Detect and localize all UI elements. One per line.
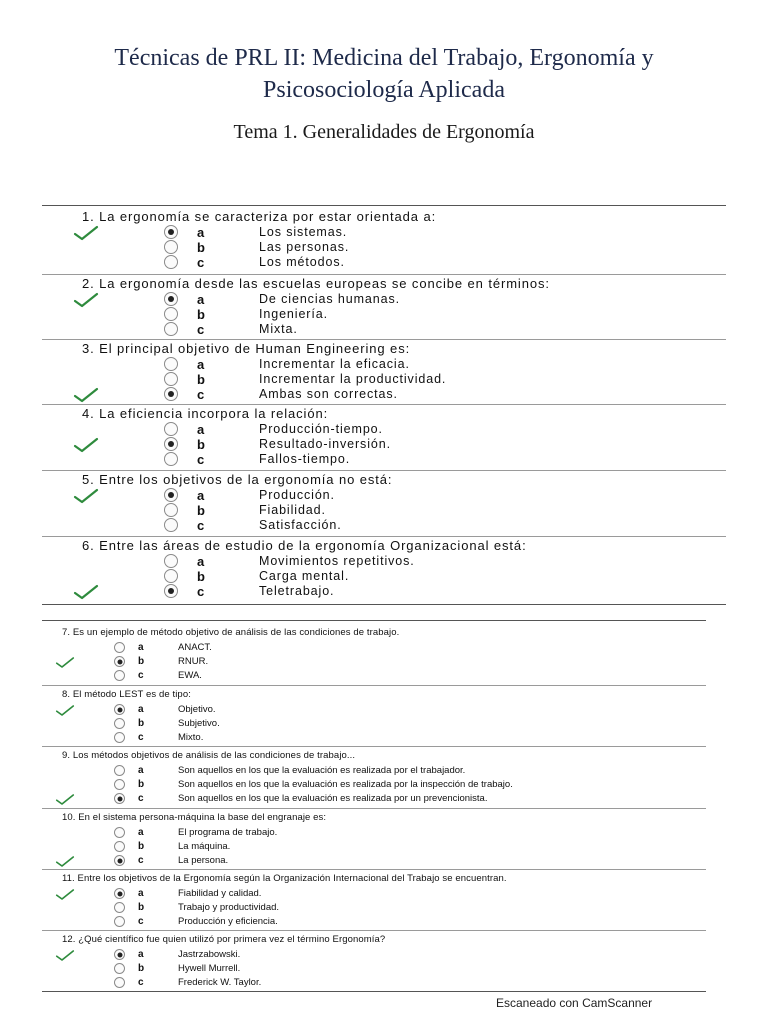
document-subtitle: Tema 1. Generalidades de Ergonomía xyxy=(233,121,535,143)
question-block xyxy=(42,869,706,931)
option-text: Son aquellos en los que la evaluación es realizada por un prevencionista. xyxy=(178,793,488,804)
option-letter: a xyxy=(197,292,205,307)
radio-icon xyxy=(114,977,125,988)
answer-option xyxy=(42,584,726,599)
answer-option xyxy=(42,718,706,732)
title-line-1: Técnicas de PRL II: Medicina del Trabajo, Ergonomía y xyxy=(114,45,654,71)
option-letter: c xyxy=(138,916,144,927)
check-icon xyxy=(56,889,74,900)
option-letter: a xyxy=(138,827,144,838)
option-letter: c xyxy=(197,322,205,337)
answer-option xyxy=(42,670,706,684)
option-text: Teletrabajo. xyxy=(259,584,335,598)
option-text: Fiabilidad y calidad. xyxy=(178,888,262,899)
radio-icon xyxy=(114,732,125,743)
radio-icon xyxy=(114,827,125,838)
radio-icon xyxy=(164,422,178,436)
option-letter: b xyxy=(138,841,145,852)
radio-icon xyxy=(114,765,125,776)
option-letter: c xyxy=(197,452,205,467)
question-block xyxy=(42,470,726,537)
answer-option xyxy=(42,569,726,584)
answer-option xyxy=(42,554,726,569)
option-text: Producción-tiempo. xyxy=(259,422,383,436)
question-text: 8. El método LEST es de tipo: xyxy=(62,689,191,700)
answer-option xyxy=(42,779,706,793)
question-block xyxy=(42,685,706,747)
option-letter: c xyxy=(197,387,205,402)
radio-icon xyxy=(164,372,178,386)
check-icon xyxy=(56,657,74,668)
answer-option xyxy=(42,916,706,930)
question-text: 3. El principal objetivo de Human Engineering es: xyxy=(82,341,411,356)
check-icon xyxy=(56,794,74,805)
option-letter: c xyxy=(138,670,144,681)
answer-option xyxy=(42,387,726,402)
answer-option xyxy=(42,888,706,902)
radio-selected-icon xyxy=(114,656,125,667)
radio-icon xyxy=(164,240,178,254)
radio-selected-icon xyxy=(164,488,178,502)
option-text: Los métodos. xyxy=(259,255,345,269)
answer-option xyxy=(42,452,726,467)
option-text: Frederick W. Taylor. xyxy=(178,977,262,988)
answer-option xyxy=(42,357,726,372)
radio-icon xyxy=(164,307,178,321)
scanner-watermark: Escaneado con CamScanner xyxy=(496,996,653,1010)
radio-icon xyxy=(164,554,178,568)
radio-icon xyxy=(114,642,125,653)
option-letter: b xyxy=(138,779,145,790)
question-block xyxy=(42,208,726,274)
option-letter: a xyxy=(197,422,205,437)
question-text: 1. La ergonomía se caracteriza por estar orientada a: xyxy=(82,209,437,224)
option-text: Resultado-inversión. xyxy=(259,437,391,451)
question-block xyxy=(42,746,706,808)
radio-selected-icon xyxy=(164,387,178,401)
answer-option xyxy=(42,902,706,916)
option-text: Incrementar la productividad. xyxy=(259,372,447,386)
question-block xyxy=(42,404,726,471)
option-letter: b xyxy=(197,437,205,452)
option-letter: b xyxy=(197,569,205,584)
answer-option xyxy=(42,437,726,452)
radio-icon xyxy=(114,963,125,974)
option-text: Mixta. xyxy=(259,322,298,336)
answer-option xyxy=(42,977,706,991)
radio-selected-icon xyxy=(114,793,125,804)
option-text: Producción y eficiencia. xyxy=(178,916,278,927)
radio-selected-icon xyxy=(114,949,125,960)
answer-option xyxy=(42,240,726,255)
radio-icon xyxy=(164,518,178,532)
radio-icon xyxy=(114,779,125,790)
radio-selected-icon xyxy=(114,888,125,899)
answer-option xyxy=(42,642,706,656)
question-text: 4. La eficiencia incorpora la relación: xyxy=(82,406,329,421)
answer-option xyxy=(42,963,706,977)
option-text: Los sistemas. xyxy=(259,225,348,239)
radio-icon xyxy=(114,902,125,913)
quiz-sheet-1 xyxy=(42,205,726,605)
radio-icon xyxy=(164,357,178,371)
option-letter: b xyxy=(138,902,145,913)
option-letter: c xyxy=(138,977,144,988)
option-letter: c xyxy=(138,732,144,743)
radio-selected-icon xyxy=(164,437,178,451)
option-text: Jastrzabowski. xyxy=(178,949,241,960)
answer-option xyxy=(42,292,726,307)
quiz-sheet-2 xyxy=(42,620,706,992)
answer-option xyxy=(42,656,706,670)
answer-option xyxy=(42,704,706,718)
option-letter: c xyxy=(138,793,144,804)
option-letter: b xyxy=(138,718,145,729)
option-text: Fiabilidad. xyxy=(259,503,326,517)
check-icon xyxy=(56,856,74,867)
option-text: Satisfacción. xyxy=(259,518,342,532)
radio-icon xyxy=(114,670,125,681)
option-letter: c xyxy=(138,855,144,866)
radio-selected-icon xyxy=(164,584,178,598)
radio-selected-icon xyxy=(164,292,178,306)
answer-option xyxy=(42,322,726,337)
option-text: Trabajo y productividad. xyxy=(178,902,280,913)
option-letter: a xyxy=(138,888,144,899)
check-icon xyxy=(74,293,98,307)
option-letter: b xyxy=(138,656,145,667)
radio-icon xyxy=(164,452,178,466)
radio-icon xyxy=(164,503,178,517)
option-letter: a xyxy=(197,488,205,503)
option-letter: a xyxy=(138,765,144,776)
question-block xyxy=(42,624,706,685)
option-text: ANACT. xyxy=(178,642,212,653)
option-letter: b xyxy=(138,963,145,974)
option-text: Subjetivo. xyxy=(178,718,220,729)
radio-selected-icon xyxy=(114,704,125,715)
option-text: Hywell Murrell. xyxy=(178,963,241,974)
option-text: Las personas. xyxy=(259,240,350,254)
option-letter: a xyxy=(197,225,205,240)
question-block xyxy=(42,536,726,603)
answer-option xyxy=(42,827,706,841)
answer-option xyxy=(42,307,726,322)
question-block xyxy=(42,930,706,992)
option-text: Carga mental. xyxy=(259,569,350,583)
question-text: 2. La ergonomía desde las escuelas europeas se concibe en términos: xyxy=(82,276,550,291)
check-icon xyxy=(74,585,98,599)
option-letter: a xyxy=(138,642,144,653)
option-text: Producción. xyxy=(259,488,335,502)
answer-option xyxy=(42,765,706,779)
option-text: La persona. xyxy=(178,855,229,866)
answer-option xyxy=(42,503,726,518)
option-letter: b xyxy=(197,503,205,518)
check-icon xyxy=(56,950,74,961)
question-text: 11. Entre los objetivos de la Ergonomía según la Organización Internacional del Trabajo se encuentran. xyxy=(62,873,507,884)
answer-option xyxy=(42,372,726,387)
option-text: Son aquellos en los que la evaluación es realizada por el trabajador. xyxy=(178,765,466,776)
option-text: Incrementar la eficacia. xyxy=(259,357,410,371)
check-icon xyxy=(56,705,74,716)
title-line-2: Psicosociología Aplicada xyxy=(263,77,505,103)
question-text: 6. Entre las áreas de estudio de la ergonomía Organizacional está: xyxy=(82,538,527,553)
option-text: El programa de trabajo. xyxy=(178,827,278,838)
option-letter: a xyxy=(197,357,205,372)
question-text: 5. Entre los objetivos de la ergonomía no está: xyxy=(82,472,393,487)
option-text: Ingeniería. xyxy=(259,307,328,321)
question-block xyxy=(42,339,726,406)
option-text: Ambas son correctas. xyxy=(259,387,398,401)
check-icon xyxy=(74,438,98,452)
option-text: De ciencias humanas. xyxy=(259,292,400,306)
answer-option xyxy=(42,518,726,533)
answer-option xyxy=(42,732,706,746)
option-text: RNUR. xyxy=(178,656,209,667)
answer-option xyxy=(42,225,726,240)
radio-selected-icon xyxy=(114,855,125,866)
answer-option xyxy=(42,855,706,869)
option-letter: a xyxy=(138,949,144,960)
question-text: 9. Los métodos objetivos de análisis de las condiciones de trabajo... xyxy=(62,750,356,761)
option-letter: c xyxy=(197,584,205,599)
question-block xyxy=(42,274,726,341)
answer-option xyxy=(42,422,726,437)
document-title xyxy=(0,42,768,106)
option-letter: c xyxy=(197,518,205,533)
radio-selected-icon xyxy=(164,225,178,239)
option-text: Objetivo. xyxy=(178,704,216,715)
option-text: Son aquellos en los que la evaluación es realizada por la inspección de trabajo. xyxy=(178,779,513,790)
check-icon xyxy=(74,489,98,503)
option-letter: b xyxy=(197,240,205,255)
answer-option xyxy=(42,841,706,855)
option-letter: a xyxy=(138,704,144,715)
option-letter: b xyxy=(197,372,205,387)
option-text: Mixto. xyxy=(178,732,204,743)
answer-option xyxy=(42,793,706,807)
option-letter: c xyxy=(197,255,205,270)
question-text: 10. En el sistema persona-máquina la base del engranaje es: xyxy=(62,812,327,823)
radio-icon xyxy=(164,322,178,336)
option-text: Movimientos repetitivos. xyxy=(259,554,415,568)
radio-icon xyxy=(114,718,125,729)
answer-option xyxy=(42,488,726,503)
option-letter: a xyxy=(197,554,205,569)
option-text: EWA. xyxy=(178,670,202,681)
question-block xyxy=(42,808,706,870)
question-text: 12. ¿Qué científico fue quien utilizó por primera vez el término Ergonomía? xyxy=(62,934,386,945)
question-text: 7. Es un ejemplo de método objetivo de análisis de las condiciones de trabajo. xyxy=(62,627,400,638)
answer-option xyxy=(42,949,706,963)
answer-option xyxy=(42,255,726,270)
option-text: La máquina. xyxy=(178,841,231,852)
radio-icon xyxy=(164,255,178,269)
radio-icon xyxy=(114,916,125,927)
option-letter: b xyxy=(197,307,205,322)
radio-icon xyxy=(164,569,178,583)
check-icon xyxy=(74,388,98,402)
option-text: Fallos-tiempo. xyxy=(259,452,351,466)
radio-icon xyxy=(114,841,125,852)
check-icon xyxy=(74,226,98,240)
